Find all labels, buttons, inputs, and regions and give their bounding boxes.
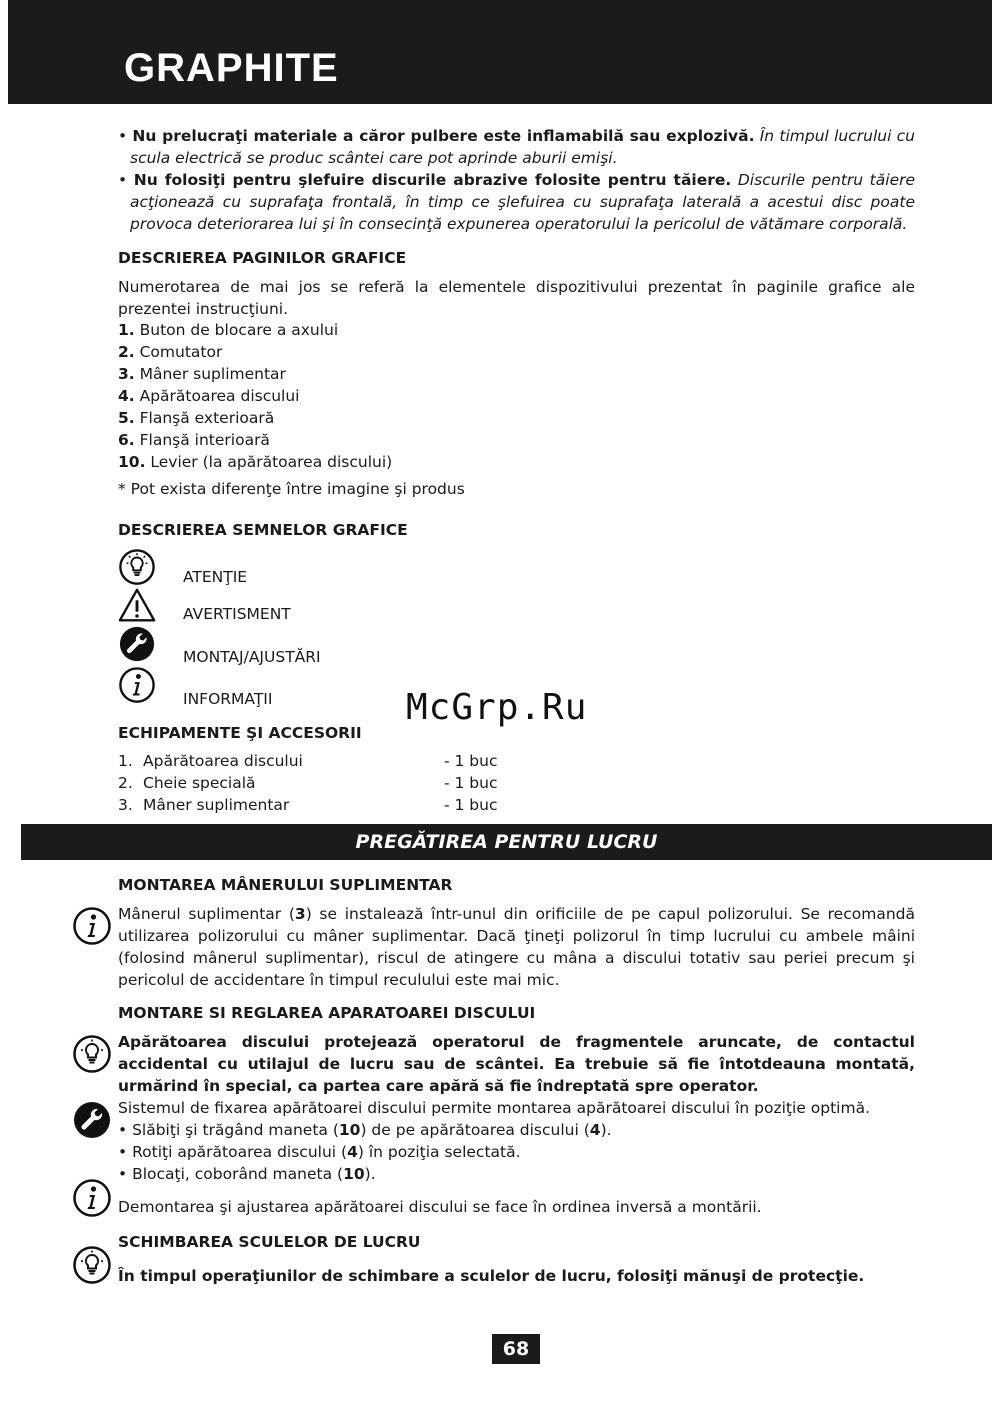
list-item: 6. Flanşă interioară [118, 431, 270, 449]
warning-triangle-icon [118, 587, 156, 625]
list-item: • Slăbiţi şi trăgând maneta (10) de pe apărătoarea discului (4). [118, 1121, 612, 1139]
accessories-heading: ECHIPAMENTE ŞI ACCESORII [118, 724, 362, 742]
list-item: 10. Levier (la apărătoarea discului) [118, 453, 393, 471]
info-icon [72, 906, 112, 946]
list-item: 5. Flanşă exterioară [118, 409, 275, 427]
list-item: 3. Mâner suplimentar [118, 365, 286, 383]
info-icon [72, 1178, 112, 1218]
lightbulb-icon [118, 548, 156, 586]
brand-logo: GRAPHITE [124, 46, 339, 90]
sign-label: MONTAJ/AJUSTĂRI [183, 648, 321, 666]
watermark: McGrp.Ru [406, 687, 588, 728]
accessory-row: 2. Cheie specială - 1 buc [118, 774, 498, 792]
lightbulb-icon [72, 1245, 112, 1285]
tools-warning: În timpul operaţiunilor de schimbare a sculelor de lucru, folosiţi mănuşi de protecţie. [118, 1267, 865, 1285]
section-title-bar: PREGĂTIREA PENTRU LUCRU [21, 824, 992, 860]
wrench-icon [118, 625, 156, 663]
graphic-signs-heading: DESCRIEREA SEMNELOR GRAFICE [118, 521, 408, 539]
wrench-icon [72, 1100, 112, 1140]
list-item: • Blocaţi, coborând maneta (10). [118, 1165, 376, 1183]
guard-steps [118, 1119, 612, 1185]
header-bar [8, 0, 992, 104]
list-item: 1. Buton de blocare a axului [118, 321, 339, 339]
guard-warning: Apărătoarea discului protejează operatorul de fragmentele aruncate, de contactul accidental cu utilajul de lucru sau de scântei. Ea trebuie să fie întotdeauna montată, urmărind în special, ca partea care apără să fie îndreptată spre operator. [118, 1033, 915, 1095]
intro-bullet-1: • Nu prelucraţi materiale a căror pulbere este inflamabilă sau explozivă. În timpul lucrului cu scula electrică se produc scântei care pot aprinde aburii emişi. [118, 127, 915, 167]
list-item: • Rotiţi apărătoarea discului (4) în poziţia selectată. [118, 1143, 521, 1161]
graphic-pages-heading: DESCRIEREA PAGINILOR GRAFICE [118, 249, 407, 267]
mount-handle-text: Mânerul suplimentar (3) se instalează într-unul din orificiile de pe capul polizorului. Se recomandă utilizarea polizorului cu mâner suplimentar. Dacă ţineţi polizorul în timp lucrului cu ambele mâini (folosind mânerul suplimentar), riscul de atingere cu mâna a discului totativ sau periei precum şi pericolul de accidentare în timpul reculului este mai mic. [118, 905, 915, 989]
tools-heading: SCHIMBAREA SCULELOR DE LUCRU [118, 1233, 421, 1251]
guard-system: Sistemul de fixarea apărătoarei discului permite montarea apărătoarei discului în poziţie optimă. [118, 1099, 871, 1117]
list-item: 2. Comutator [118, 343, 223, 361]
page-number: 68 [492, 1334, 540, 1364]
guard-heading: MONTARE SI REGLAREA APARATOAREI DISCULUI [118, 1004, 536, 1022]
intro-bullet-2: • Nu folosiţi pentru şlefuire discurile abrazive folosite pentru tăiere. Discurile pentru tăiere acţionează cu suprafaţa frontală, în timp ce şlefuirea cu suprafaţa laterală a acestui disc poate provoca deteriorarea lui şi în consecinţă expunerea operatorului la pericolul de vătămare corporală. [118, 171, 916, 233]
mount-handle-heading: MONTAREA MÂNERULUI SUPLIMENTAR [118, 876, 453, 894]
guard-remove: Demontarea şi ajustarea apărătoarei discului se face în ordinea inversă a montării. [118, 1198, 762, 1216]
sign-label: INFORMAŢII [183, 690, 273, 708]
accessory-row: 3. Mâner suplimentar - 1 buc [118, 796, 498, 814]
info-icon [118, 666, 156, 704]
graphic-pages-note: * Pot exista diferenţe între imagine şi produs [118, 480, 465, 498]
graphic-pages-list [118, 319, 392, 473]
sign-label: ATENŢIE [183, 568, 248, 586]
graphic-pages-intro: Numerotarea de mai jos se referă la elementele dispozitivului prezentat în paginile grafice ale prezentei instrucţiuni. [118, 278, 915, 318]
lightbulb-icon [72, 1034, 112, 1074]
list-item: 4. Apărătoarea discului [118, 387, 300, 405]
accessory-row: 1. Apărătoarea discului - 1 buc [118, 752, 498, 770]
sign-label: AVERTISMENT [183, 605, 291, 623]
